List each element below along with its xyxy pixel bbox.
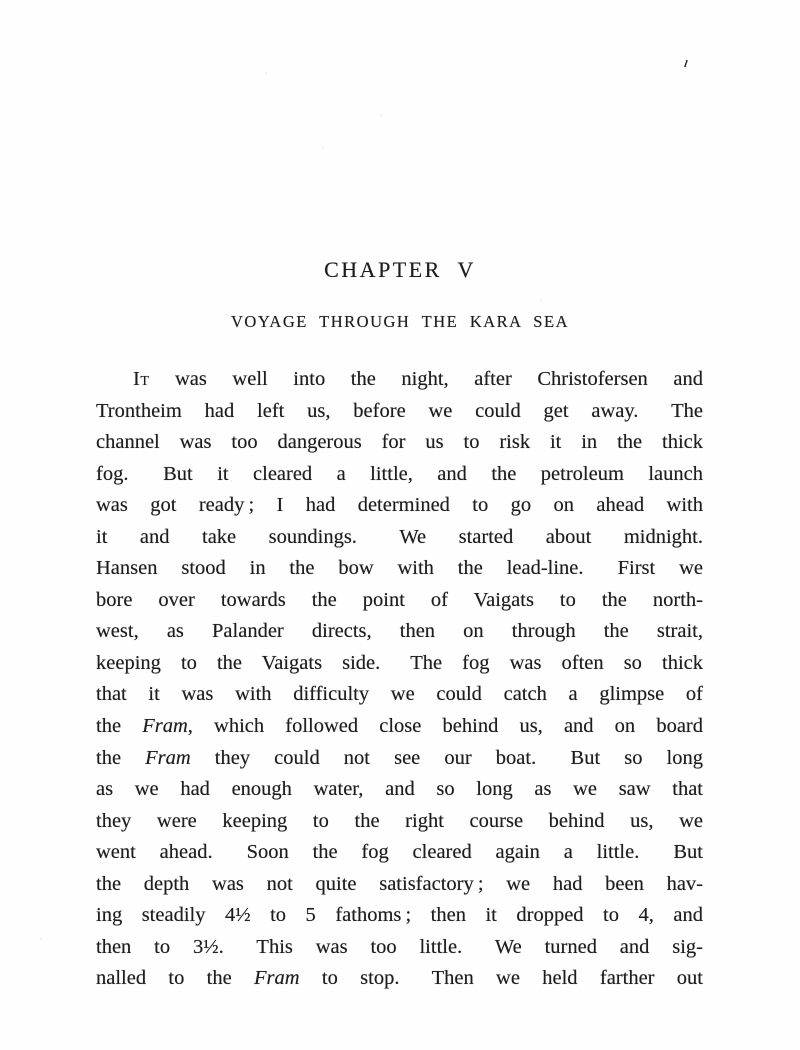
text-line [96,459,703,491]
text-line [96,522,703,554]
text-line [96,679,703,711]
section-title: VOYAGE THROUGH THE KARA SEA [231,312,569,331]
text-segment: the [96,715,143,738]
text-segment: It [133,368,150,390]
text-segment: was got ready ; I had determined to go on ahead with [96,494,703,517]
italic-text: Fram [145,746,191,769]
text-line [96,490,703,522]
text-line [96,806,703,838]
text-line [96,900,703,932]
text-line [96,553,703,585]
text-segment: was well into the night, after Christofersen and [149,368,703,390]
text-segment: that it was with difficulty we could catch a glimpse of [96,683,703,706]
text-line [96,932,703,964]
text-segment: they could not see our boat. But so long [190,746,704,769]
text-segment: Trontheim had left us, before we could get away. The [96,399,703,422]
text-segment: they were keeping to the right course behind us, we [96,809,703,832]
text-segment: to stop. Then we held farther out [299,967,703,990]
text-segment: ing steadily 4½ to 5 fathoms ; then it dropped to 4, and [96,904,703,927]
text-line [96,396,703,428]
scan-speck [0,0,2,2]
text-line [96,774,703,806]
text-segment: , which followed close behind us, and on board [187,715,703,738]
body-paragraph [96,364,703,995]
text-line [96,648,703,680]
text-segment: bore over towards the point of Vaigats to the north- [96,588,703,611]
text-segment: channel was too dangerous for us to risk it in the thick [96,431,703,454]
text-line [96,616,703,648]
text-segment: the [96,746,146,769]
text-line [96,743,703,775]
text-line [96,364,703,396]
text-segment: nalled to the [96,967,255,990]
text-segment: fog. But it cleared a little, and the petroleum launch [96,462,703,485]
text-segment: the depth was not quite satisfactory ; we had been hav- [96,872,703,895]
text-line [96,963,703,995]
text-line [96,869,703,901]
text-line [96,837,703,869]
italic-text: Fram [254,967,300,990]
chapter-heading: CHAPTER V [324,257,476,282]
text-segment: Hansen stood in the bow with the lead-line. First we [96,557,703,580]
text-line [96,711,703,743]
text-segment: then to 3½. This was too little. We turned and sig- [96,935,703,958]
text-segment: went ahead. Soon the fog cleared again a little. But [96,841,703,864]
text-segment: as we had enough water, and so long as we saw that [96,778,703,801]
text-segment: it and take soundings. We started about midnight. [96,525,703,548]
ink-mark-artifact: ı [682,54,690,72]
text-line [96,585,703,617]
text-line [96,427,703,459]
text-segment: keeping to the Vaigats side. The fog was often so thick [96,651,703,674]
italic-text: Fram [142,715,188,738]
text-segment: west, as Palander directs, then on through the strait, [96,620,703,643]
